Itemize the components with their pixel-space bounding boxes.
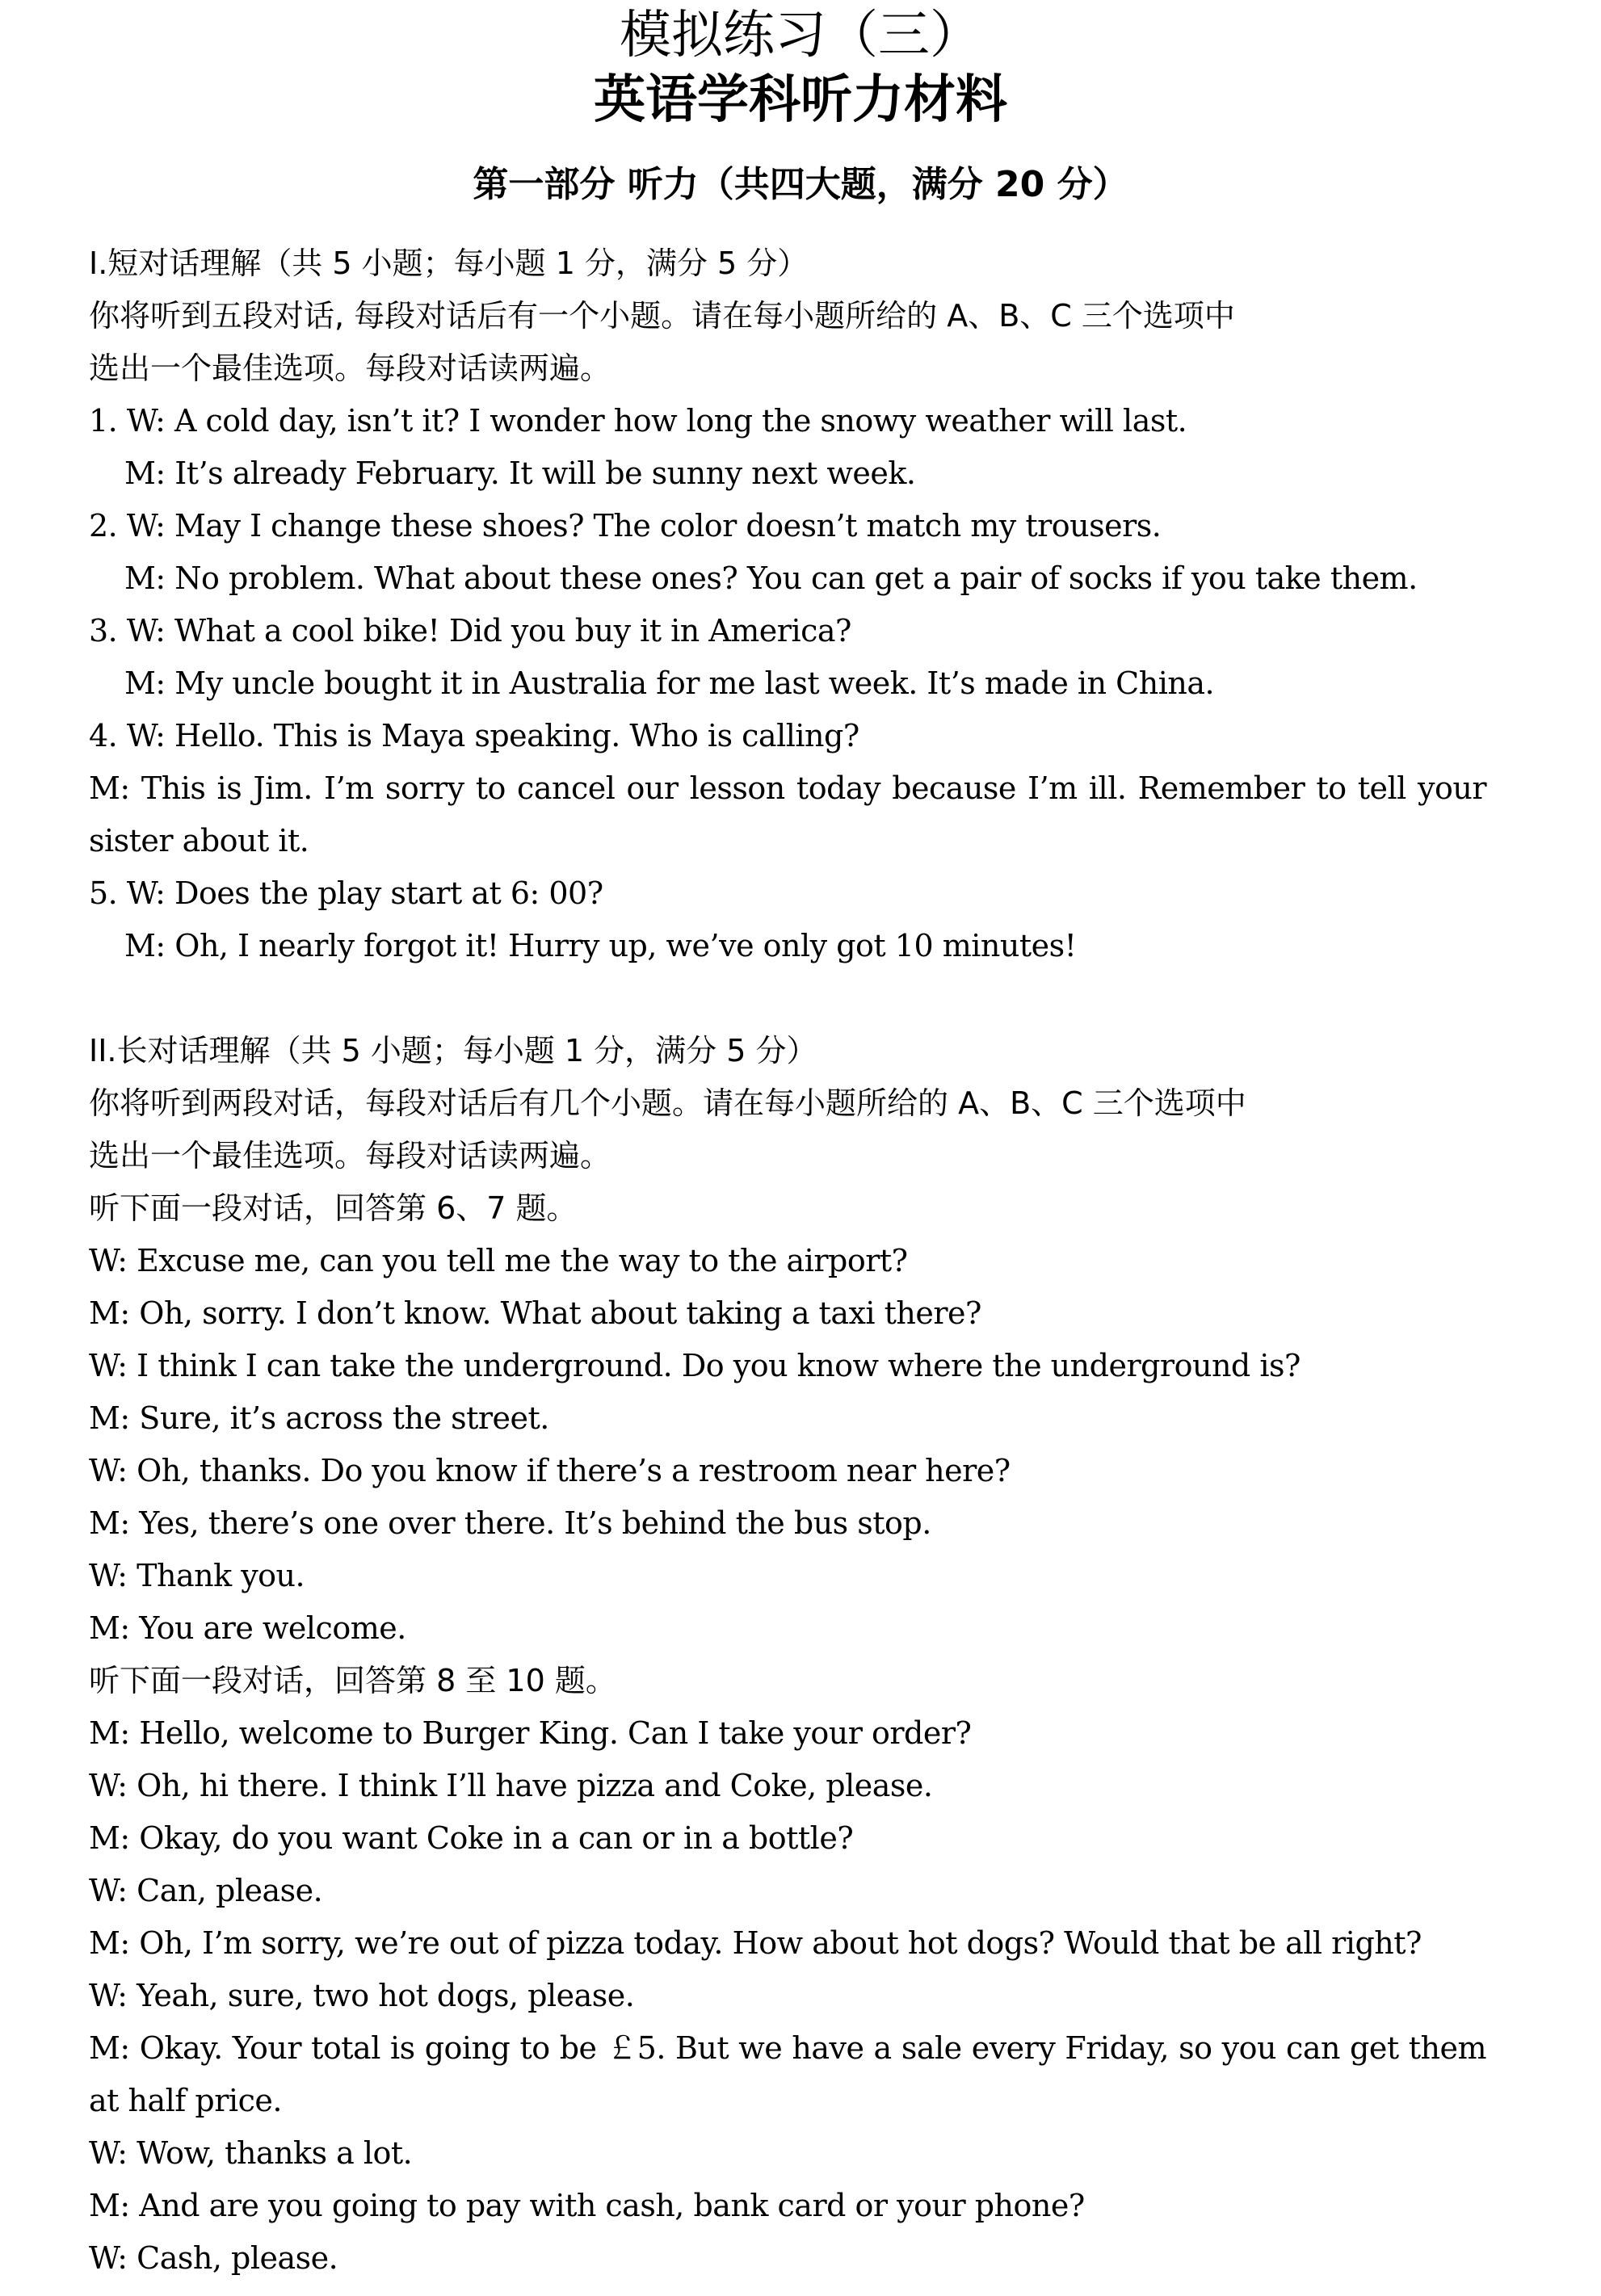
section1-heading: I.短对话理解（共 5 小题；每小题 1 分，满分 5 分） (89, 246, 809, 281)
dialogue-line: W: Yeah, sure, two hot dogs, please. (89, 1978, 635, 2013)
dialogue-line: 3. W: What a cool bike! Did you buy it in America? (89, 613, 851, 649)
section2-heading: II.长对话理解（共 5 小题；每小题 1 分，满分 5 分） (89, 1033, 817, 1068)
dialogue-line: M: It’s already February. It will be sunny next week. (124, 455, 916, 491)
dialogue-line: 1. W: A cold day, isn’t it? I wonder how long the snowy weather will last. (89, 403, 1187, 439)
dialogue-line: W: Cash, please. (89, 2240, 338, 2276)
dialogue-line: M: Okay. Your total is going to be ￡5. But we have a sale every Friday, so you can get them at half price. (89, 2030, 1486, 2118)
dialogue2-intro: 听下面一段对话，回答第 8 至 10 题。 (89, 1663, 616, 1698)
dialogue-line: M: Oh, sorry. I don’t know. What about taking a taxi there? (89, 1295, 981, 1331)
dialogue-line: 5. W: Does the play start at 6: 00? (89, 875, 603, 911)
dialogue-line: M: Oh, I’m sorry, we’re out of pizza today. How about hot dogs? Would that be all right? (89, 1925, 1422, 1961)
dialogue-line: W: Oh, thanks. Do you know if there’s a restroom near here? (89, 1453, 1011, 1488)
dialogue-line: M: Hello, welcome to Burger King. Can I take your order? (89, 1715, 972, 1751)
page-subtitle: 英语学科听力材料 (594, 70, 1007, 130)
dialogue-line: M: Oh, I nearly forgot it! Hurry up, we’ve only got 10 minutes! (124, 928, 1077, 963)
dialogue-line: W: Wow, thanks a lot. (89, 2135, 413, 2171)
dialogue-line: W: Excuse me, can you tell me the way to the airport? (89, 1243, 908, 1278)
dialogue-line: W: Oh, hi there. I think I’ll have pizza and Coke, please. (89, 1768, 933, 1803)
section-gap (89, 972, 1486, 1025)
dialogue-line: 4. W: Hello. This is Maya speaking. Who is calling? (89, 718, 859, 753)
dialogue-line: M: This is Jim. I’m sorry to cancel our lesson today because I’m ill. Remember to tell your sister about it. (89, 770, 1486, 858)
section1-instruction-line1: 你将听到五段对话, 每段对话后有一个小题。请在每小题所给的 A、B、C 三个选项中 (89, 298, 1235, 334)
section2-instruction-line1: 你将听到两段对话，每段对话后有几个小题。请在每小题所给的 A、B、C 三个选项中 (89, 1085, 1246, 1121)
dialogue-line: W: I think I can take the underground. Do you know where the underground is? (89, 1348, 1301, 1383)
dialogue1-intro: 听下面一段对话，回答第 6、7 题。 (89, 1190, 578, 1226)
dialogue-line: M: You are welcome. (89, 1610, 406, 1646)
part-title: 第一部分 听力（共四大题，满分 20 分） (473, 164, 1128, 205)
document-body (89, 237, 1486, 2285)
dialogue-line: W: Can, please. (89, 1873, 323, 1908)
dialogue-line: M: Yes, there’s one over there. It’s behind the bus stop. (89, 1505, 931, 1541)
dialogue-line: M: And are you going to pay with cash, bank card or your phone? (89, 2188, 1085, 2223)
section2-instruction-line2: 选出一个最佳选项。每段对话读两遍。 (89, 1138, 611, 1173)
dialogue-line: W: Thank you. (89, 1558, 305, 1593)
dialogue-line: M: My uncle bought it in Australia for me last week. It’s made in China. (124, 665, 1215, 701)
dialogue-line: M: Sure, it’s across the street. (89, 1400, 549, 1436)
page-title: 模拟练习（三） (620, 6, 981, 65)
dialogue-line: M: Okay, do you want Coke in a can or in a bottle? (89, 1820, 854, 1856)
dialogue-line: M: No problem. What about these ones? You can get a pair of socks if you take them. (124, 560, 1418, 596)
dialogue-line: 2. W: May I change these shoes? The color doesn’t match my trousers. (89, 508, 1162, 544)
section1-instruction-line2: 选出一个最佳选项。每段对话读两遍。 (89, 350, 611, 386)
